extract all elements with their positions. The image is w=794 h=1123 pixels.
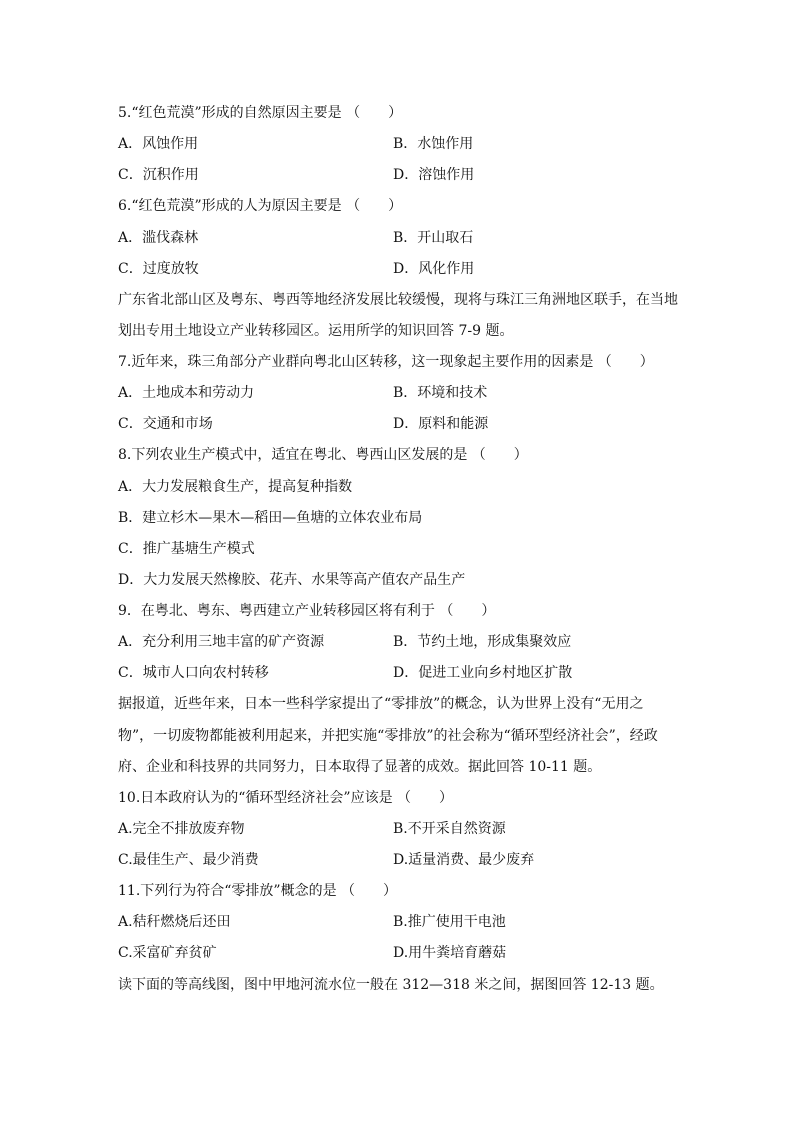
question-5-option-b: B．水蚀作用 bbox=[393, 136, 474, 152]
question-11-option-b: B.推广使用干电池 bbox=[393, 914, 506, 930]
question-8-stem: 8.下列农业生产模式中，适宜在粤北、粤西山区发展的是 （ ） bbox=[118, 447, 528, 463]
question-6-option-a: A．滥伐森林 bbox=[118, 230, 199, 246]
question-10-option-d: D.适量消费、最少废弃 bbox=[393, 852, 535, 868]
question-7-option-d: D．原料和能源 bbox=[393, 416, 489, 432]
question-9-stem: 9．在粤北、粤东、粤西建立产业转移园区将有利于 （ ） bbox=[118, 603, 496, 619]
question-9-option-c: C．城市人口向农村转移 bbox=[118, 665, 269, 681]
question-11-option-d: D.用牛粪培育蘑菇 bbox=[393, 945, 507, 961]
question-7-stem: 7.近年来，珠三角部分产业群向粤北山区转移，这一现象起主要作用的因素是 （ ） bbox=[118, 354, 654, 370]
question-6-stem: 6.“红色荒漠”形成的人为原因主要是 （ ） bbox=[118, 198, 403, 214]
question-10-option-c: C.最佳生产、最少消费 bbox=[118, 852, 259, 868]
question-5-option-d: D．溶蚀作用 bbox=[393, 167, 475, 183]
question-5-stem: 5.“红色荒漠”形成的自然原因主要是 （ ） bbox=[118, 105, 403, 121]
question-10-option-a: A.完全不排放废弃物 bbox=[118, 821, 245, 837]
intro-10-11-line-1: 据报道，近些年来，日本一些科学家提出了“零排放”的概念，认为世界上没有“无用之 bbox=[118, 696, 644, 712]
question-11-stem: 11.下列行为符合“零排放”概念的是 （ ） bbox=[118, 883, 398, 899]
intro-7-9-line-2: 划出专用土地设立产业转移园区。运用所学的知识回答 7-9 题。 bbox=[118, 323, 514, 339]
question-8-option-c: C．推广基塘生产模式 bbox=[118, 541, 255, 557]
intro-12-13-line-1: 读下面的等高线图，图中甲地河流水位一般在 312—318 米之间，据图回答 12-13 题。 bbox=[118, 977, 664, 993]
question-10-option-b: B.不开采自然资源 bbox=[393, 821, 506, 837]
question-5-option-c: C．沉积作用 bbox=[118, 167, 199, 183]
question-9-option-d: D．促进工业向乡村地区扩散 bbox=[393, 665, 573, 681]
question-9-option-b: B．节约土地，形成集聚效应 bbox=[393, 634, 572, 650]
intro-10-11-line-2: 物”，一切废物都能被利用起来，并把实施“零排放”的社会称为“循环型经济社会”，经政 bbox=[118, 728, 658, 744]
question-10-stem: 10.日本政府认为的“循环型经济社会”应该是 （ ） bbox=[118, 790, 454, 806]
question-7-option-c: C．交通和市场 bbox=[118, 416, 213, 432]
question-8-option-b: B．建立杉木—果木—稻田—鱼塘的立体农业布局 bbox=[118, 510, 423, 526]
intro-7-9-line-1: 广东省北部山区及粤东、粤西等地经济发展比较缓慢，现将与珠江三角洲地区联手，在当地 bbox=[118, 292, 678, 308]
question-11-option-a: A.秸秆燃烧后还田 bbox=[118, 914, 231, 930]
intro-10-11-line-3: 府、企业和科技界的共同努力，日本取得了显著的成效。据此回答 10-11 题。 bbox=[118, 759, 602, 775]
question-6-option-b: B．开山取石 bbox=[393, 230, 474, 246]
question-9-option-a: A．充分利用三地丰富的矿产资源 bbox=[118, 634, 325, 650]
question-11-option-c: C.采富矿弃贫矿 bbox=[118, 945, 217, 961]
question-7-option-b: B．环境和技术 bbox=[393, 385, 488, 401]
question-8-option-d: D．大力发展天然橡胶、花卉、水果等高产值农产品生产 bbox=[118, 572, 466, 588]
question-6-option-d: D．风化作用 bbox=[393, 261, 475, 277]
question-5-option-a: A．风蚀作用 bbox=[118, 136, 199, 152]
question-6-option-c: C．过度放牧 bbox=[118, 261, 199, 277]
question-8-option-a: A．大力发展粮食生产，提高复种指数 bbox=[118, 479, 353, 495]
question-7-option-a: A．土地成本和劳动力 bbox=[118, 385, 255, 401]
